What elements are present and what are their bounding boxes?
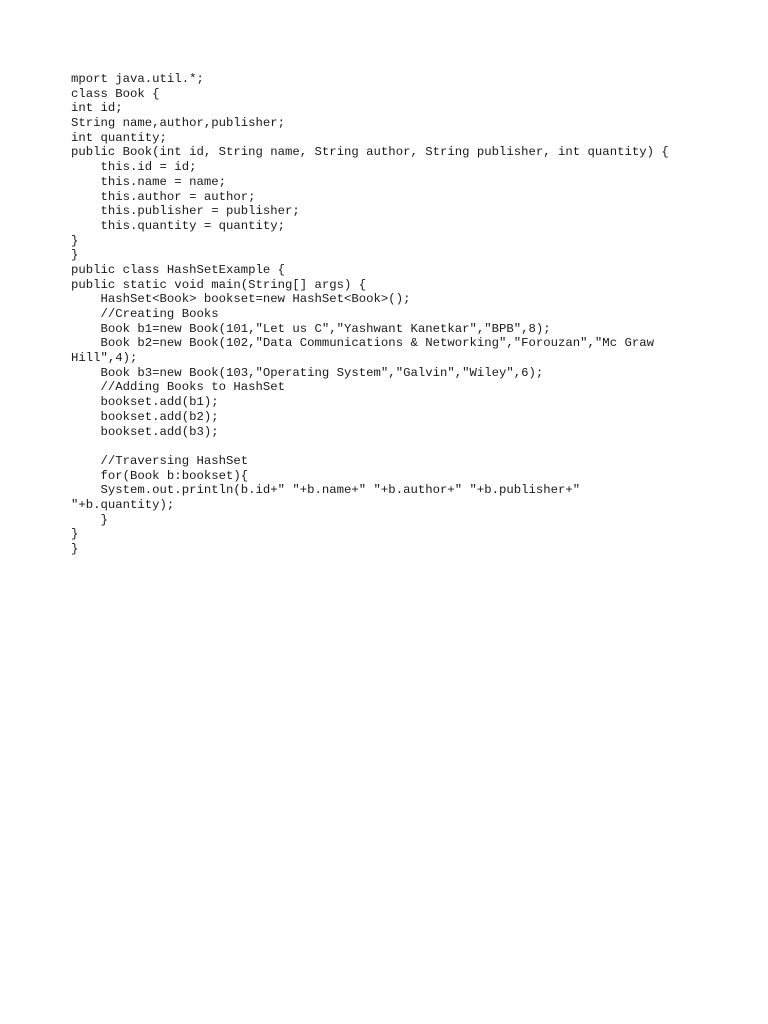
code-line: //Traversing HashSet <box>71 453 249 468</box>
code-line: //Adding Books to HashSet <box>71 380 286 395</box>
code-line: bookset.add(b1); <box>71 395 219 410</box>
code-line: class Book { <box>71 86 160 101</box>
code-line: this.publisher = publisher; <box>71 204 300 219</box>
code-line: "+b.quantity); <box>71 497 175 512</box>
code-line: //Creating Books <box>71 307 219 321</box>
code-line: this.author = author; <box>71 189 256 204</box>
code-line: System.out.println(b.id+" "+b.name+" "+b.author+" "+b.publisher+" <box>71 483 581 498</box>
code-line: this.name = name; <box>71 174 226 189</box>
code-line: String name,author,publisher; <box>71 116 286 131</box>
code-line: Book b3=new Book(103,"Operating System","Galvin","Wiley",6); <box>71 365 544 380</box>
code-line: this.id = id; <box>71 160 197 175</box>
code-line: int quantity; <box>71 130 167 145</box>
code-line: Book b1=new Book(101,"Let us C","Yashwant Kanetkar","BPB",8); <box>71 321 551 336</box>
code-line: HashSet<Book> bookset=new HashSet<Book>(); <box>71 292 411 307</box>
code-line: } <box>71 512 108 527</box>
code-listing <box>71 72 711 557</box>
code-line: int id; <box>71 101 123 116</box>
code-line <box>71 439 711 454</box>
code-line: } <box>71 542 79 556</box>
code-line: Hill",4); <box>71 351 138 366</box>
code-line: public class HashSetExample { <box>71 262 286 277</box>
code-line: mport java.util.*; <box>71 72 204 86</box>
code-line: } <box>71 233 79 248</box>
code-line: Book b2=new Book(102,"Data Communications & Networking","Forouzan","Mc Graw <box>71 336 654 351</box>
code-line: for(Book b:bookset){ <box>71 468 249 483</box>
code-line: public Book(int id, String name, String author, String publisher, int quantity) { <box>71 145 669 160</box>
code-line: } <box>71 527 79 542</box>
code-line: bookset.add(b2); <box>71 409 219 424</box>
code-line: bookset.add(b3); <box>71 424 219 439</box>
code-line: public static void main(String[] args) { <box>71 277 367 292</box>
code-line: this.quantity = quantity; <box>71 218 286 233</box>
code-line: } <box>71 248 79 263</box>
